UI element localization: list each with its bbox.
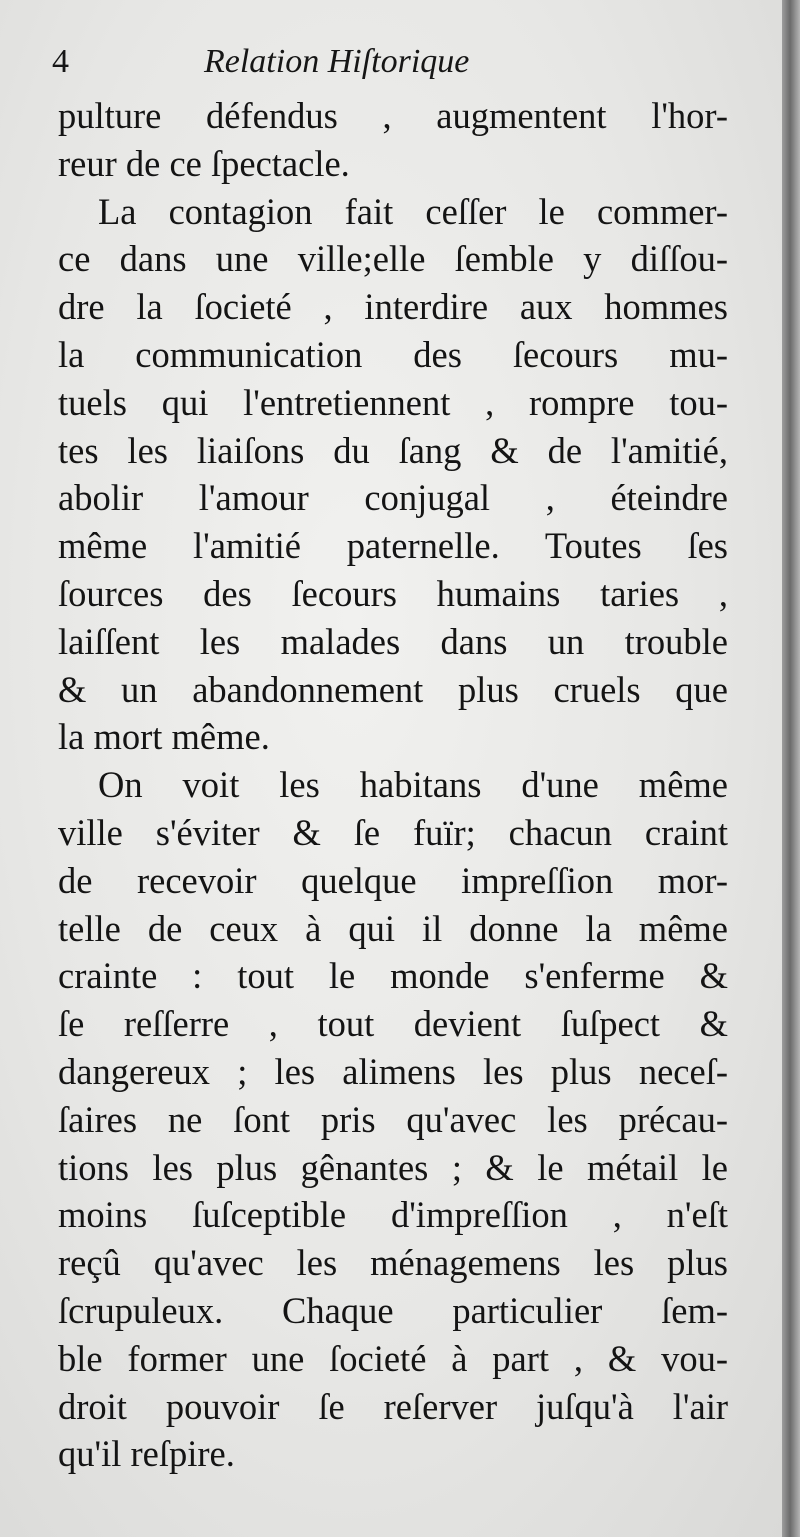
text-line: ſe reſſerre , tout devient ſuſpect & — [58, 1003, 728, 1045]
page-number: 4 — [52, 43, 69, 80]
text-line: la communication des ſecours mu- — [58, 333, 728, 375]
text-line: ſources des ſecours humains taries , — [58, 572, 728, 614]
running-title: Relation Hiſtorique — [204, 43, 470, 80]
text-line: tions les plus gênantes ; & le métail le — [58, 1146, 728, 1188]
page-edge — [782, 0, 800, 1537]
text-line: ce dans une ville;elle ſemble y diſſou- — [58, 238, 728, 280]
text-line: de recevoir quelque impreſſion mor- — [58, 859, 728, 901]
text-line: crainte : tout le monde s'enferme & — [58, 955, 728, 997]
text-line: ville s'éviter & ſe fuïr; chacun craint — [58, 811, 728, 853]
text-line: laiſſent les malades dans un trouble — [58, 620, 728, 662]
text-line: la mort même. — [58, 716, 270, 758]
text-line: tes les liaiſons du ſang & de l'amitié, — [58, 429, 728, 471]
text-line: abolir l'amour conjugal , éteindre — [58, 477, 728, 519]
paragraph-first-line: On voit les habitans d'une même — [98, 764, 728, 806]
text-line: reçû qu'avec les ménagemens les plus — [58, 1242, 728, 1284]
text-line: dangereux ; les alimens les plus neceſ- — [58, 1050, 728, 1092]
text-line: telle de ceux à qui il donne la même — [58, 907, 728, 949]
running-header — [52, 38, 712, 88]
text-line: reur de ce ſpectacle. — [58, 142, 350, 184]
text-line: droit pouvoir ſe reſerver juſqu'à l'air — [58, 1385, 728, 1427]
text-line: dre la ſocieté , interdire aux hommes — [58, 286, 728, 328]
body-text — [58, 92, 728, 1478]
text-line: moins ſuſceptible d'impreſſion , n'eſt — [58, 1194, 728, 1236]
text-line: ſaires ne ſont pris qu'avec les précau- — [58, 1098, 728, 1140]
text-line: qu'il reſpire. — [58, 1433, 235, 1475]
text-line: ſcrupuleux. Chaque particulier ſem- — [58, 1289, 728, 1331]
text-line: ble former une ſocieté à part , & vou- — [58, 1337, 728, 1379]
text-line: même l'amitié paternelle. Toutes ſes — [58, 525, 728, 567]
text-line: & un abandonnement plus cruels que — [58, 668, 728, 710]
text-line: pulture défendus , augmentent l'hor- — [58, 95, 728, 136]
paragraph-first-line: La contagion fait ceſſer le commer- — [98, 190, 728, 232]
text-line: tuels qui l'entretiennent , rompre tou- — [58, 381, 728, 423]
